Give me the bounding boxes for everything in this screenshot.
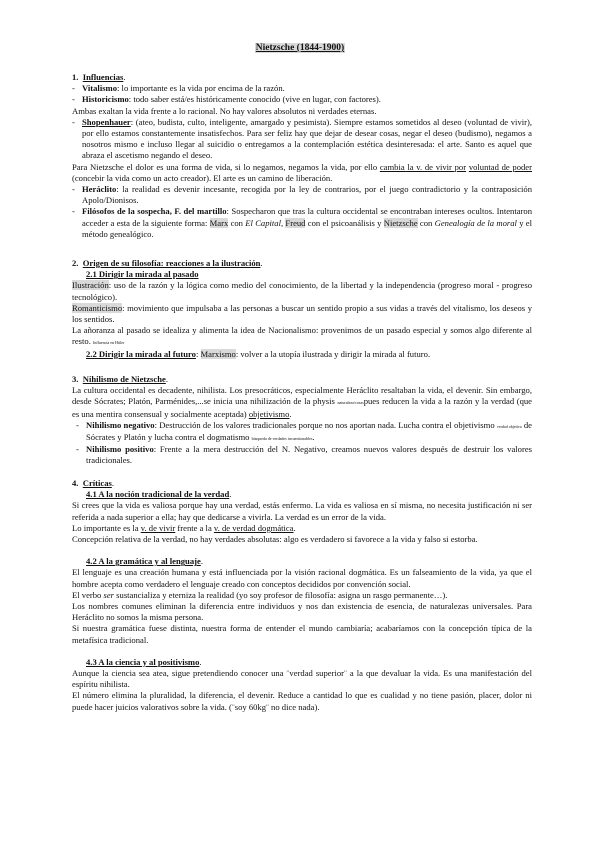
- paragraph: Si crees que la vida es valiosa porque hay una verdad, estás enfermo. La vida es valiosa en sí misma, no necesita justificación ni ser referida a nada superior a ella; hay que dedicarse a vivirla. La verdad es un error de la vida.: [72, 500, 532, 522]
- paragraph: Los nombres comunes eliminan la diferencia entre individuos y nos dan existencia de esencia, de naturalezas universales. Para Heráclito no somos la misma persona.: [72, 601, 532, 623]
- paragraph: Aunque la ciencia sea atea, sigue pretendiendo conocer una ¨verdad superior¨ a la que devaluar la vida. Es una manifestación del espíritu nihilista.: [72, 668, 532, 690]
- section-criticas: [72, 478, 532, 713]
- list-item: - Vitalismo: lo importante es la vida por encima de la razón.: [72, 83, 285, 94]
- paragraph: La cultura occidental es decadente, nihilista. Los presocráticos, especialmente Heráclito resaltaban la vida, el devenir. Sin embargo, desde Sócrates; Platón, Parménides,...se inicia una nihilización de la physis naturaleza/cosaspues reducen la vida a la razón y la verdad (que es una mentira consensual y socialmente aceptada) objetivismo.: [72, 385, 533, 419]
- subsection-heading: 4.3 A la ciencia y al positivismo.: [86, 656, 202, 667]
- section-heading: 2. Origen de su filosofía: reacciones a la ilustración.: [72, 258, 263, 268]
- paragraph: Para Nietzsche el dolor es una forma de vida, si lo negamos, negamos la vida, por ello cambia la v. de vivir por voluntad de poder (concebir la vida como un acto creador). El arte es un camino de liberación.: [72, 161, 532, 183]
- paragraph: Ambas exaltan la vida frente a lo racional. No hay valores absolutos ni verdades eternas.: [72, 105, 377, 116]
- document-title-wrap: [0, 37, 600, 55]
- document-title: Nietzsche (1844-1900): [255, 43, 345, 53]
- subsection-heading: 4.2 A la gramática y al lenguaje.: [86, 556, 203, 567]
- list-item: - Filósofos de la sospecha, F. del martillo: Sospecharon que tras la cultura occidental se encontraban intereses ocultos. Intentaron acceder a esta de la siguiente forma: Marx con El Capital, Freud con el psicoanálisis y Nietzsche con Genealogía de la moral y el método genealógico.: [72, 206, 532, 239]
- section-heading: 3. Nihilismo de Nietzsche.: [72, 374, 168, 384]
- paragraph: Si nuestra gramática fuese distinta, nuestra forma de entender el mundo cambiaría; acabaríamos con la concepción típica de la metafísica tradicional.: [72, 623, 532, 645]
- paragraph: El número elimina la pluralidad, la diferencia, el devenir. Reduce a cantidad lo que es cualidad y no tiene pasión, placer, dolor ni puede hacer juicios valorativos sobre la vida. (¨soy 60kg¨ no dice nada).: [72, 690, 532, 712]
- subsection-heading: 2.1 Dirigir la mirada al pasado: [86, 269, 199, 280]
- paragraph: Lo importante es la v. de vivir frente a la v. de verdad dogmática.: [72, 522, 296, 533]
- paragraph: La añoranza al pasado se idealiza y alimenta la idea de Nacionalismo: provenimos de un pasado especial y somos algo diferente al resto. Influencia en Hitler: [72, 325, 532, 347]
- section-influencias: [72, 72, 532, 240]
- list-item: - Heráclito: la realidad es devenir incesante, recogida por la ley de contrarios, por el juego contradictorio y la contraposición Apolo/Dionisos.: [72, 184, 532, 206]
- list-item: - Nihilismo positivo: Frente a la mera destrucción del N. Negativo, creamos nuevos valores después de destruir los valores tradicionales.: [76, 444, 532, 466]
- section-nihilismo: [72, 374, 532, 467]
- paragraph: Ilustración: uso de la razón y la lógica como medio del conocimiento, de la libertad y la independencia (progreso moral - progreso tecnológico).: [72, 280, 532, 302]
- list-item: - Historicismo: todo saber está/es históricamente conocido (vive en lugar, con factores).: [72, 94, 381, 105]
- list-item: - Nihilismo negativo: Destrucción de los valores tradicionales porque no nos aportan nada. Lucha contra el objetivismo verdad objetiva de Sócrates y Platón y lucha contra el dogmatismo búsqueda de verdades incuestionables.: [76, 419, 532, 443]
- subsection-heading: 4.1 A la noción tradicional de la verdad.: [86, 489, 232, 500]
- paragraph: El verbo ser sustancializa y eterniza la realidad (yo soy profesor de filosofía: asigna un rasgo permanente…).: [72, 589, 448, 600]
- paragraph: Romanticismo: movimiento que impulsaba a las personas a buscar un sentido propio a sus vidas a través del vitalismo, los deseos y los sentidos.: [72, 302, 532, 325]
- list-item: - Shopenhauer: (ateo, budista, culto, inteligente, amargado y pesimista). Siempre estamos sometidos al deseo (voluntad de vivir), por ello estamos constantemente insatisfechos. Para ser feliz hay que dejar de desear cosas, negar el deseo (budismo), negamos a nosotros mismo e incluso llegar al suicidio o entregamos a la contemplación estética desinteresada: el arte. Santo es aquel que abraza el ascetismo negando el deseo.: [72, 116, 532, 161]
- subsection-heading: 2.2 Dirigir la mirada al futuro: Marxismo: volver a la utopía ilustrada y dirigir la mirada al futuro.: [86, 348, 431, 359]
- paragraph: Concepción relativa de la verdad, no hay verdades absolutas: algo es verdadero si favorece a la vida y falso si estorba.: [72, 534, 478, 545]
- section-origen: [72, 258, 532, 360]
- section-heading: 1. Influencias.: [72, 72, 126, 82]
- paragraph: El lenguaje es una creación humana y está influenciada por la visión racional dogmática. Es un falseamiento de la vida, ya que el hombre acepta como verdadero el lenguaje creado con conceptos decididos por convención social.: [72, 567, 532, 589]
- section-heading: 4. Críticas.: [72, 478, 115, 488]
